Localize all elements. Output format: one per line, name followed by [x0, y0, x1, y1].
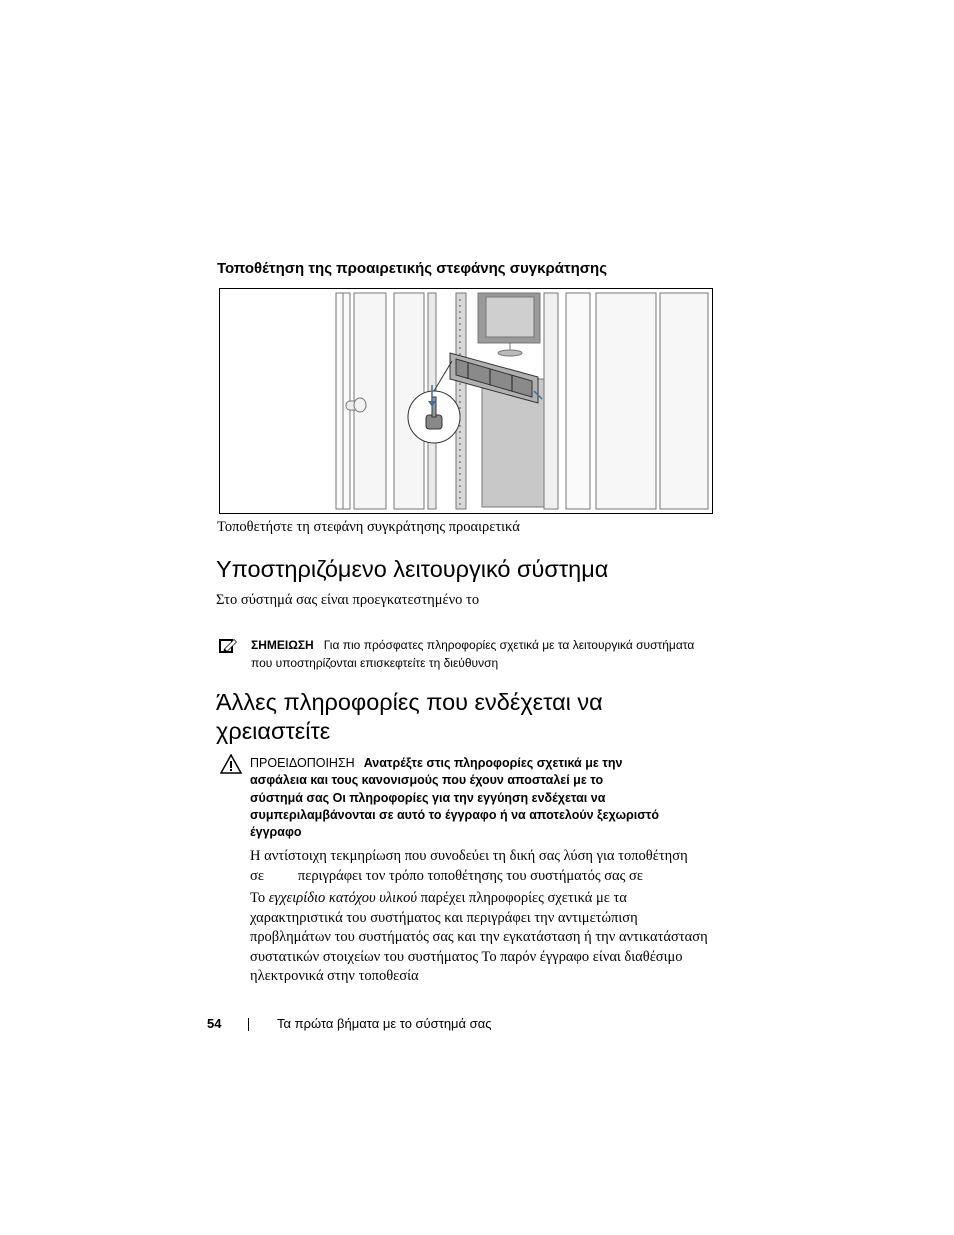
rack-bezel-drawing	[220, 289, 712, 513]
note-line1: Για πιο πρόσφατες πληροφορίες σχετικά με τα λειτουργικά συστήματα	[323, 638, 695, 652]
other-heading-line2: χρειαστείτε	[216, 718, 331, 744]
rack-docs-paragraph	[250, 847, 730, 886]
para2-line3: προβλημάτων του συστήματός σας και την εγκατάσταση ή την αντικατάσταση	[250, 929, 708, 945]
warning-triangle-icon	[220, 754, 242, 779]
owners-manual-paragraph	[250, 889, 730, 987]
warning-line1: Ανατρέξτε στις πληροφορίες σχετικά με την	[363, 756, 623, 770]
os-body: Στο σύστημά σας είναι προεγκατεστημένο το	[216, 592, 480, 608]
para2-line1b: παρέχει πληροφορίες σχετικά με τα	[420, 890, 627, 906]
warning-line5: έγγραφο	[250, 825, 302, 840]
para2-line1-italic: εγχειρίδιο κατόχου υλικού	[268, 890, 418, 906]
para2-line2: χαρακτηριστικά του συστήματος και περιγράφει την αντιμετώπιση	[250, 909, 638, 926]
warning-line3: σύστημά σας Οι πληροφορίες για την εγγύηση ενδέχεται να	[250, 790, 606, 805]
footer-title: Τα πρώτα βήματα με το σύστημά σας	[277, 1016, 492, 1031]
warning-block	[250, 755, 720, 841]
para1-line2b: περιγράφει τον τρόπο τοποθέτησης του συστήματός σας σε	[297, 867, 643, 884]
note-line2: που υποστηρίζονται επισκεφτείτε τη διεύθυνση	[251, 656, 499, 670]
pencil-note-icon	[219, 637, 239, 660]
os-note	[251, 636, 721, 672]
note-label: ΣΗΜΕΙΩΣΗ	[251, 638, 314, 652]
para2-line4: συστατικών στοιχείων του συστήματος Το παρόν έγγραφο είναι διαθέσιμο	[250, 948, 683, 965]
warning-line4: συμπεριλαμβάνονται σε αυτό το έγγραφο ή να αποτελούν ξεχωριστό	[250, 807, 660, 822]
other-info-heading	[216, 688, 716, 746]
figure-caption: Τοποθετήστε τη στεφάνη συγκράτησης προαιρετικά	[217, 519, 520, 535]
para2-line1a: Το	[250, 890, 266, 906]
warning-line2: ασφάλεια και τους κανονισμούς που έχουν αποσταλεί με το	[250, 773, 604, 788]
page-number: 54	[207, 1016, 222, 1031]
para2-line5: ηλεκτρονικά στην τοποθεσία	[250, 968, 419, 984]
bezel-heading: Τοποθέτηση της προαιρετικής στεφάνης συγκράτησης	[217, 260, 608, 277]
other-heading-line1: Άλλες πληροφορίες που ενδέχεται να	[216, 689, 603, 715]
para1-line2a: σε	[250, 867, 264, 884]
os-heading: Υποστηριζόμενο λειτουργικό σύστημα	[216, 556, 609, 582]
bezel-illustration	[219, 288, 713, 514]
footer-separator	[248, 1018, 249, 1031]
para1-line1: Η αντίστοιχη τεκμηρίωση που συνοδεύει τη δική σας λύση για τοποθέτηση	[250, 848, 688, 864]
warning-label: ΠΡΟΕΙΔΟΠΟΙΗΣΗ	[250, 756, 355, 770]
